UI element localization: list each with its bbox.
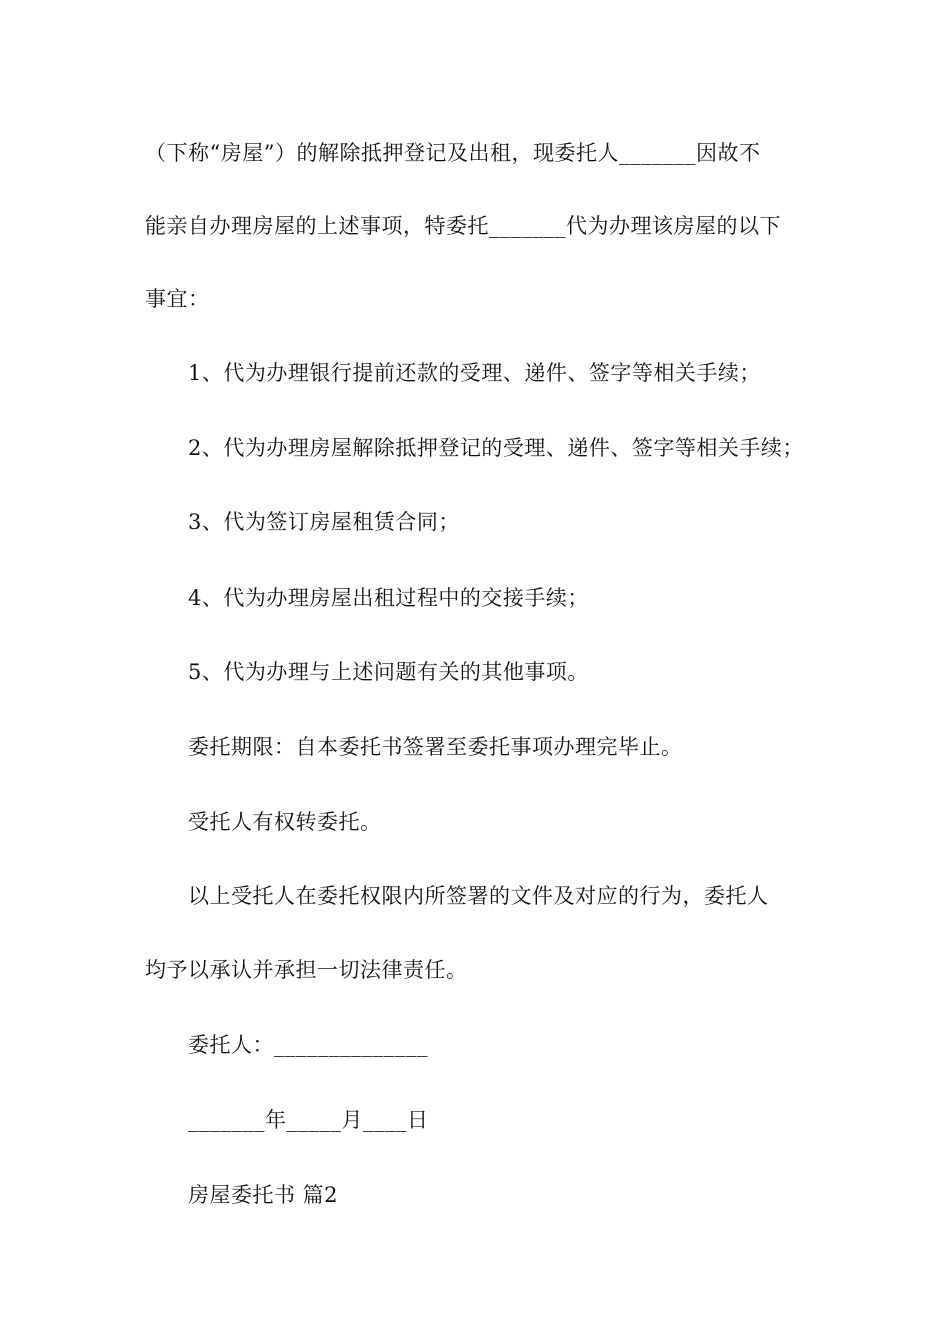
paragraph-line: 受托人有权转委托。 [188,810,382,834]
list-item: 5、代为办理与上述问题有关的其他事项。 [188,660,589,684]
list-item: 4、代为办理房屋出租过程中的交接手续； [188,586,589,610]
paragraph-line: 能亲自办理房屋的上述事项，特委托_______代为办理该房屋的以下 [145,214,781,238]
paragraph-line: 委托期限：自本委托书签署至委托事项办理完毕止。 [188,735,683,759]
date-line: _______年_____月____日 [188,1108,429,1132]
list-item: 2、代为办理房屋解除抵押登记的受理、递件、签字等相关手续； [188,436,804,460]
list-item: 1、代为办理银行提前还款的受理、递件、签字等相关手续； [188,361,761,385]
section-title: 房屋委托书 篇2 [188,1183,339,1207]
paragraph-line: 均予以承认并承担一切法律责任。 [145,958,468,982]
paragraph-line: 事宜： [145,287,210,311]
paragraph-line: 以上受托人在委托权限内所签署的文件及对应的行为，委托人 [188,884,769,908]
paragraph-line: （下称“房屋”）的解除抵押登记及出租，现委托人_______因故不 [145,141,761,165]
list-item: 3、代为签订房屋租赁合同； [188,510,460,534]
signature-line: 委托人：______________ [188,1033,428,1057]
